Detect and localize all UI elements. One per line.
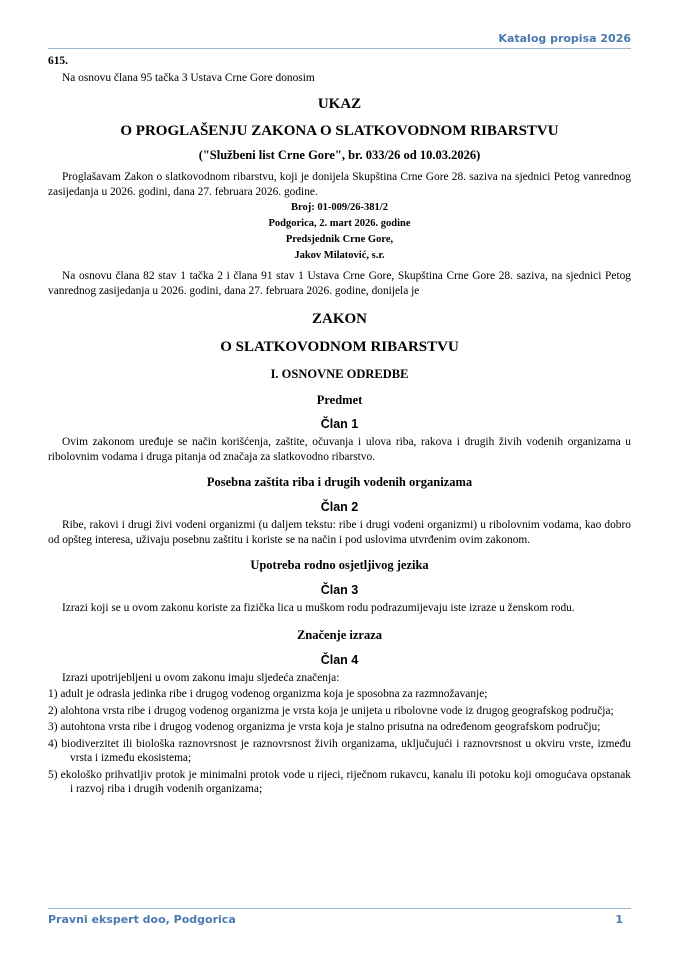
section-title-zastita: Posebna zaštita riba i drugih vodenih organizama xyxy=(206,475,473,489)
catalog-title: Katalog propisa 2026 xyxy=(498,32,631,45)
document-number: 615. xyxy=(48,55,68,67)
article-2-heading: Član 2 xyxy=(320,500,359,514)
definition-item: 4) biodiverzitet ili biološka raznovrsnost je raznovrsnost živih organizama, uključujući i raznovrsnost u okviru vrste, između vrsta i između ekosistema; xyxy=(48,737,631,764)
article-4-intro: Izrazi upotrijebljeni u ovom zakonu imaju sljedeća značenja: xyxy=(62,671,340,684)
section-title-predmet: Predmet xyxy=(316,393,363,407)
ukaz-heading: UKAZ xyxy=(317,96,362,112)
article-2-text: Ribe, rakovi i drugi živi vodeni organizmi (u daljem tekstu: ribe i drugi vodeni organizmi) u ribolovnim vodama, kao dobro od opšteg interesa, uživaju posebnu zaštitu i koriste se na način i pod uslovima utvrđenim ovim zakonom. xyxy=(48,519,631,546)
article-3-heading: Član 3 xyxy=(320,583,359,597)
definition-item: 1) adult je odrasla jedinka ribe i drugog vodenog organizma koja je sposobna za razmnožavanje; xyxy=(48,688,488,700)
zakon-title: O SLATKOVODNOM RIBARSTVU xyxy=(220,339,459,355)
gazette-reference: ("Službeni list Crne Gore", br. 033/26 od 10.03.2026) xyxy=(198,148,481,162)
page-number: 1 xyxy=(615,913,623,926)
definition-item: 3) autohtona vrsta ribe i drugog vodenog organizma je vrsta koja je stalno prisutna na određenom geografskom području; xyxy=(48,721,601,733)
sign-place-date: Podgorica, 2. mart 2026. godine xyxy=(268,218,411,229)
part-heading: I. OSNOVNE ODREDBE xyxy=(270,367,409,381)
definition-item: 2) alohtona vrsta ribe i drugog vodenog organizma je vrsta koja je unijeta u ribolovne vode iz drugog geografskog područja; xyxy=(48,704,614,717)
page-header xyxy=(48,32,631,49)
article-1-heading: Član 1 xyxy=(320,417,359,431)
publisher-name: Pravni ekspert doo, Podgorica xyxy=(48,913,236,926)
definition-item: 5) ekološko prihvatljiv protok je minimalni protok vode u rijeci, riječnom rukavcu, kanalu ili potoku koji omogućava opstanak i razvoj riba i drugih vodenih organizama; xyxy=(48,768,631,795)
ukaz-title: O PROGLAŠENJU ZAKONA O SLATKOVODNOM RIBARSTVU xyxy=(120,123,559,139)
basis-paragraph: Na osnovu člana 82 stav 1 tačka 2 i člana 91 stav 1 Ustava Crne Gore, Skupština Crne Gore 28. saziva, na sjednici Petog vanrednog zasijedanja u 2026. godini, dana 27. februara 2026. godine, donijela je xyxy=(48,270,631,297)
article-1-text: Ovim zakonom uređuje se način korišćenja, zaštite, očuvanja i ulova riba, rakova i drugih živih vodenih organizama u ribolovnim vodama i druga pitanja od značaja za slatkovodno ribarstvo. xyxy=(48,436,631,463)
sign-name: Jakov Milatović, s.r. xyxy=(294,250,385,261)
page-footer xyxy=(48,908,631,927)
document-body xyxy=(48,54,631,797)
article-4-heading: Član 4 xyxy=(320,652,359,667)
sign-role: Predsjednik Crne Gore, xyxy=(285,234,394,245)
article-3-text: Izrazi koji se u ovom zakonu koriste za fizička lica u muškom rodu podrazumijevaju iste izraze u ženskom rodu. xyxy=(62,602,575,614)
section-title-izrazi: Značenje izraza xyxy=(296,627,383,642)
zakon-heading: ZAKON xyxy=(311,311,367,327)
section-title-jezik: Upotreba rodno osjetljivog jezika xyxy=(250,558,429,572)
intro-paragraph: Na osnovu člana 95 tačka 3 Ustava Crne Gore donosim xyxy=(62,71,315,84)
proclamation-paragraph: Proglašavam Zakon o slatkovodnom ribarstvu, koji je donijela Skupština Crne Gore 28. saziva na sjednici Petog vanrednog zasijedanja u 2026. godini, dana 27. februara 2026. godine. xyxy=(48,171,631,198)
sign-number: Broj: 01-009/26-381/2 xyxy=(291,202,388,213)
